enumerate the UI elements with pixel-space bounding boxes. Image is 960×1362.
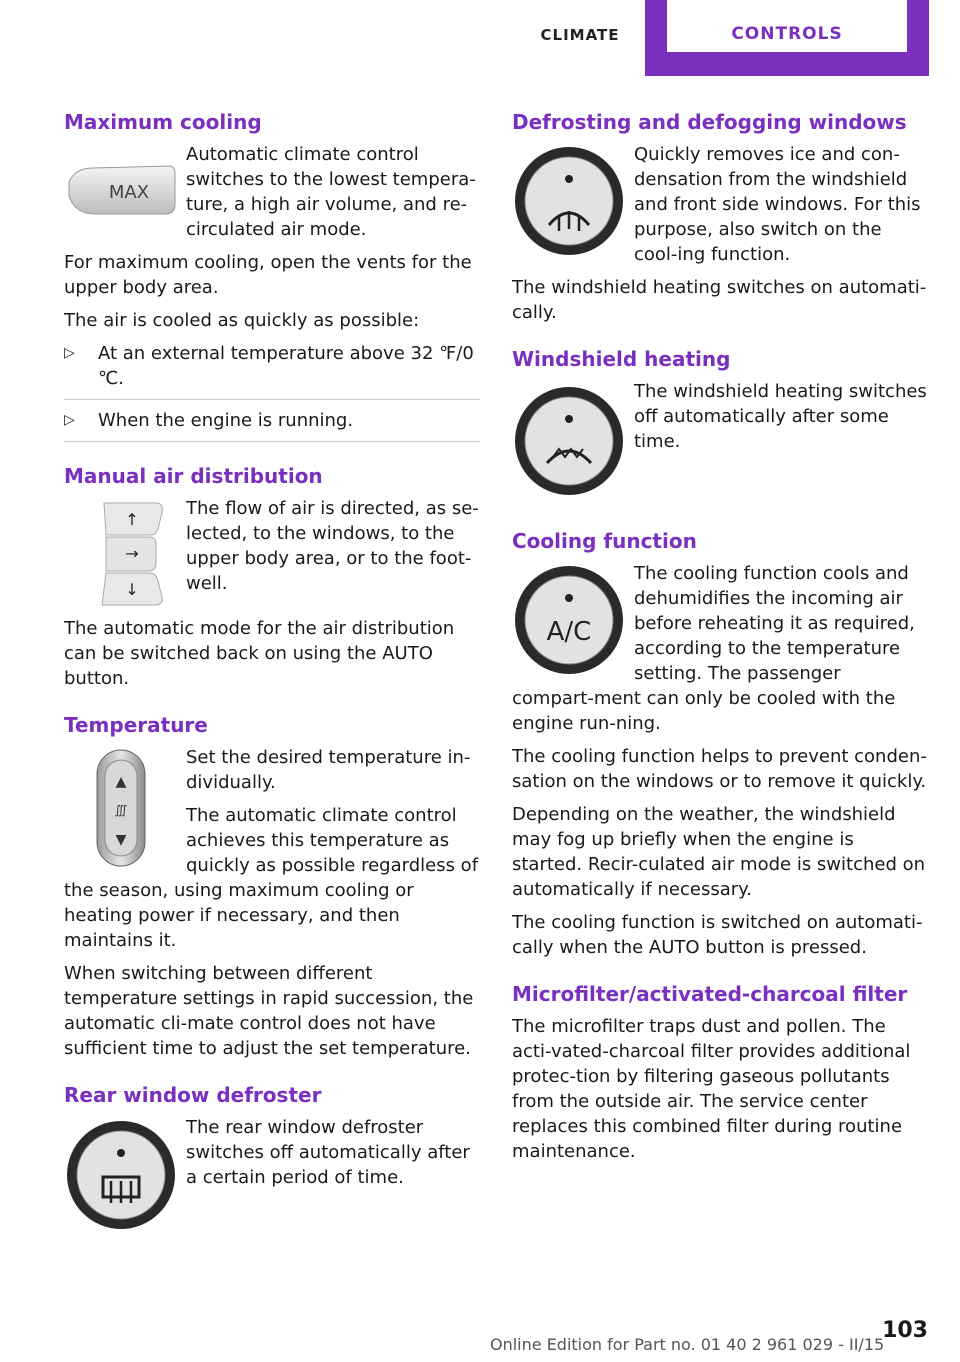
max-button-icon <box>65 162 177 218</box>
rear-defroster-button-icon <box>65 1119 177 1231</box>
rear-defroster-figure <box>64 1115 178 1235</box>
paragraph: The cooling function helps to prevent conden-sation on the windows or to remove it quickly. <box>512 746 927 792</box>
section-cooling-function <box>512 527 928 960</box>
section-manual-air <box>64 462 480 691</box>
air-distribution-buttons-icon <box>76 497 166 611</box>
section-title: Maximum cooling <box>64 110 262 134</box>
list-item: ▷ When the engine is running. <box>64 408 480 442</box>
paragraph: Depending on the weather, the windshield may fog up briefly when the engine is started. Recir-culated air mode is switched on automatically if necessary. <box>512 804 926 900</box>
paragraph: The automatic mode for the air distribution can be switched back on using the AUTO button. <box>64 618 455 689</box>
header-tab <box>645 0 929 76</box>
paragraph: The microfilter traps dust and pollen. The acti-vated-charcoal filter provides additional protec-tion by filtering gaseous pollutants from the outside air. The service center replaces this combined filter during routine maintenance. <box>512 1016 911 1162</box>
paragraph: When switching between different temperature settings in rapid succession, the automatic cli-mate control does not have sufficient time to adjust the set temperature. <box>64 963 474 1059</box>
temperature-figure <box>64 745 178 871</box>
max-button-label: MAX <box>108 182 150 203</box>
paragraph: For maximum cooling, open the vents for the upper body area. <box>64 252 472 298</box>
air-distribution-figure <box>64 496 178 612</box>
ac-button-icon <box>513 564 625 676</box>
paragraph: The air is cooled as quickly as possible: <box>64 310 420 331</box>
section-title: Rear window defroster <box>64 1083 322 1107</box>
paragraph: Set the desired temperature in-dividually. <box>186 747 471 793</box>
temperature-up-icon: ▲ <box>115 774 127 790</box>
section-title: Cooling function <box>512 529 697 553</box>
section-title: Windshield heating <box>512 347 731 371</box>
left-column <box>64 108 480 1239</box>
section-defrosting <box>512 108 928 325</box>
section-title: Manual air distribution <box>64 464 323 488</box>
header-section-label: CLIMATE <box>540 26 620 44</box>
section-title: Temperature <box>64 713 208 737</box>
section-max-cooling <box>64 108 480 442</box>
bullet-list <box>64 341 480 442</box>
page-number: 103 <box>882 1318 928 1343</box>
paragraph: Automatic climate control switches to the lowest tempera-ture, a high air volume, and re-circulated air mode. <box>186 144 476 240</box>
section-title: Defrosting and defogging windows <box>512 110 907 134</box>
heat-waves-icon: ∭ <box>114 803 128 817</box>
header-tab-label: CONTROLS <box>667 0 907 52</box>
windshield-heating-button-icon <box>513 385 625 497</box>
max-button-figure <box>64 142 178 238</box>
paragraph: The cooling function cools and dehumidifies the incoming air before reheating it as required, according to the temperature setting. The passenger compart-ment can only be cooled with the engine run-ning. <box>512 563 915 734</box>
paragraph: The windshield heating switches on automati-cally. <box>512 277 927 323</box>
section-rear-defroster <box>64 1081 480 1190</box>
temperature-down-icon: ▼ <box>115 832 127 848</box>
upper-body-vent-icon: → <box>125 544 139 563</box>
ac-button-label: A/C <box>546 617 592 647</box>
defrost-figure <box>512 142 626 260</box>
section-windshield-heating <box>512 345 928 507</box>
paragraph: The automatic climate control achieves this temperature as quickly as possible regardless of the season, using maximum cooling or heating power if necessary, and then maintains it. <box>64 805 479 951</box>
paragraph: The windshield heating switches off automatically after some time. <box>634 381 927 452</box>
section-filter <box>512 980 928 1164</box>
windows-vent-icon: ↑ <box>125 510 139 529</box>
footer-edition: Online Edition for Part no. 01 40 2 961 029 - II/15 <box>490 1335 885 1354</box>
section-temperature <box>64 711 480 1061</box>
paragraph: The flow of air is directed, as se-lected, to the windows, to the upper body area, or to the foot-well. <box>186 498 479 594</box>
list-item: ▷ At an external temperature above 32 ℉/0 ℃. <box>64 341 480 400</box>
temperature-rocker-icon <box>91 748 151 868</box>
paragraph: The rear window defroster switches off automatically after a certain period of time. <box>186 1117 470 1188</box>
footwell-vent-icon: ↓ <box>125 580 139 599</box>
paragraph: Quickly removes ice and con-densation from the windshield and front side windows. For this purpose, also switch on the cool-ing function. <box>634 144 921 265</box>
front-defrost-button-icon <box>513 145 625 257</box>
section-title: Microfilter/activated-charcoal filter <box>512 982 908 1006</box>
paragraph: The cooling function is switched on automati-cally when the AUTO button is pressed. <box>512 912 923 958</box>
right-column <box>512 108 928 1184</box>
windshield-heating-figure <box>512 379 626 503</box>
ac-figure <box>512 561 626 679</box>
